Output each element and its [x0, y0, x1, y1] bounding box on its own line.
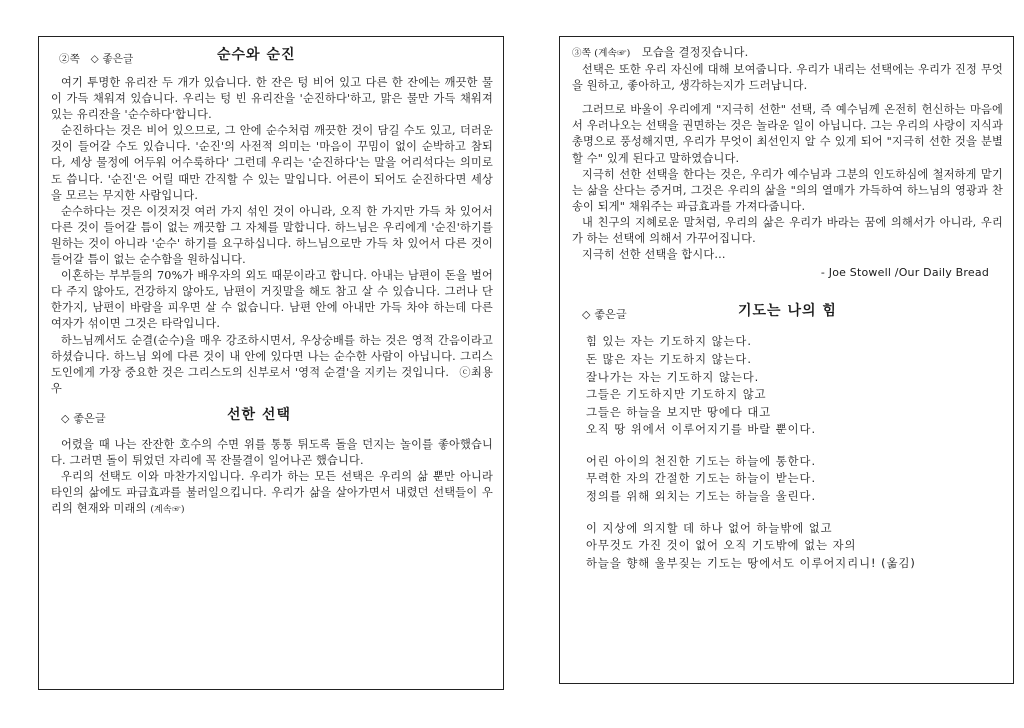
right-page — [512, 0, 1024, 728]
poem-stanza-2 — [572, 453, 1003, 506]
article-title-good-choice: 선한 선택 — [227, 406, 291, 423]
page-number-2 — [59, 51, 134, 67]
poem-line: 이 지상에 의지할 데 하나 없어 하늘밖에 없고 — [586, 521, 833, 535]
paragraph-text: 하느님께서도 순결(순수)을 매우 강조하시면서, 우상숭배를 하는 것은 영적 간음이라고 하셨습니다. 하느님 외에 다른 것이 내 안에 있다면 나는 순수한 사람이 아닙니다. 그리스도인에게 가장 중요한 것은 그리스도의 신부로서 '영적 순결'을 지키는 것입니다. — [51, 333, 493, 379]
paragraph: 지극히 선한 선택을 한다는 것은, 우리가 예수님과 그분의 인도하심에 철저하게 맡기는 삶을 산다는 증거며, 그것은 우리의 삶을 "의의 열매가 가득하여 하느님의 영광과 찬송이 되게" 채워주는 파급효과를 가져다줍니다. — [572, 167, 1003, 213]
paragraph — [51, 333, 493, 397]
poem-line: 어린 아이의 천진한 기도는 하늘에 통한다. — [586, 454, 817, 468]
paragraph: 선택은 또한 우리 자신에 대해 보여줍니다. 우리가 내리는 선택에는 우리가 진정 무엇을 원하고, 좋아하고, 생각하는지가 드러납니다. — [572, 63, 1003, 93]
right-page-frame — [559, 36, 1014, 684]
paragraph: 어렸을 때 나는 잔잔한 호수의 수면 위를 통통 튀도록 돌을 던지는 놀이를 좋아했습니다. 그러면 돌이 튀었던 자리에 꼭 잔물결이 일어나곤 했습니다. — [51, 437, 493, 467]
poem-last-line — [586, 555, 1003, 573]
paragraph — [51, 469, 493, 518]
paragraph-text: 모습을 결정짓습니다. — [641, 46, 749, 59]
article-title-purity: 순수와 순진 — [217, 47, 296, 63]
source-attribution: - Joe Stowell /Our Daily Bread — [820, 266, 989, 280]
right-page-content — [572, 45, 1003, 572]
paragraph: 지극히 선한 선택을 합시다... — [582, 248, 726, 262]
section-heading-prayer — [572, 303, 1003, 325]
paragraph: 이혼하는 부부들의 70%가 배우자의 외도 때문이라고 합니다. 아내는 남편이 돈을 벌어다 주지 않아도, 건강하지 않아도, 남편이 거짓말을 해도 참고 살 수 있습니다. 그러나 단 한가지, 남편이 바람을 피우면 살 수 없습니다. 남편 안에 아내만 가득 차야 하는데 다른 여자가 섞이면 그것은 타락입니다. — [51, 269, 493, 331]
poem-line: 무력한 자의 간절한 기도는 하늘이 받는다. — [586, 472, 817, 486]
article-body-good-choice — [51, 437, 493, 518]
spacer — [572, 439, 1003, 453]
poem-line: 아무것도 가진 것이 없어 오직 기도밖에 없는 자의 — [586, 539, 857, 553]
poem-line: 돈 많은 자는 기도하지 않는다. — [586, 352, 752, 366]
article-title-prayer: 기도는 나의 힘 — [738, 303, 837, 320]
spacer — [572, 94, 1003, 102]
poem-line: 오직 땅 위에서 이루어지기를 바랄 뿐이다. — [586, 423, 817, 437]
continued-marker: (계속☞) — [150, 505, 185, 516]
article-body-purity — [51, 75, 493, 397]
poem-line: 잘나가는 자는 기도하지 않는다. — [586, 370, 760, 384]
section-mark: ◇ 좋은글 — [90, 53, 134, 65]
left-page-frame — [38, 36, 504, 690]
spacer — [572, 506, 1003, 520]
paragraph: 내 친구의 지혜로운 말처럼, 우리의 삶은 우리가 바라는 꿈에 의해서가 아니라, 우리가 하는 선택에 의해서 가꾸어집니다. — [572, 215, 1003, 246]
poem-line: 하늘을 향해 울부짖는 기도는 땅에서도 이루어지리니! — [586, 556, 877, 570]
paragraph-text: 우리의 선택도 이와 마찬가지입니다. 우리가 하는 모든 선택은 우리의 삶 뿐만 아니라 타인의 삶에도 파급효과를 불러일으킵니다. 우리가 삶을 살아가면서 내렸던 선택들이 우리의 현재와 미래의 — [51, 470, 493, 516]
paragraph: 순진하다는 것은 비어 있으므로, 그 안에 순수처럼 깨끗한 것이 담길 수도 있고, 더러운 것이 들어갈 수도 있습니다. '순진'의 사전적 의미는 '마음이 꾸밈이 없이 순박하고 참되다, 세상 물정에 어두워 어수룩하다' 그런데 우리는 '순진하다'는 말을 어리석다는 의미로도 씁니다. '순진'은 어릴 때만 간직할 수 있는 말입니다. 어른이 되어도 순진하다면 세상을 모르는 무지한 사람입니다. — [51, 124, 493, 202]
left-page-header — [51, 47, 493, 69]
poem-stanza-3 — [572, 520, 1003, 573]
paragraph: 그러므로 바울이 우리에게 "지극히 선한" 선택, 즉 예수님께 온전히 헌신하는 마음에서 우러나오는 선택을 권면하는 것은 놀라운 일이 아닙니다. 그는 우리의 사랑이 지식과 총명으로 풍성해지면, 우리가 무엇이 최선인지 알 수 있게 되어 "지극히 선한 것을 분별할 수" 있게 된다고 말하였습니다. — [572, 103, 1003, 165]
paragraph: 순수하다는 것은 이것저것 여러 가지 섞인 것이 아니라, 오직 한 가지만 가득 차 있어서 다른 것이 들어갈 틈이 없는 깨끗함 그 자체를 말합니다. 하느님은 우리에게 '순진'하기를 원하는 것이 아니라 '순수' 하기를 요구하십니다. 하느님으로만 가득 차 있어서 다른 것이 들어갈 틈이 없는 순수함을 원하십니다. — [51, 204, 493, 267]
poem-line: 그들은 기도하지만 기도하지 않고 — [586, 388, 767, 402]
paragraph: 여기 투명한 유리잔 두 개가 있습니다. 한 잔은 텅 비어 있고 다른 한 잔에는 깨끗한 물이 가득 채워져 있습니다. 우리는 텅 빈 유리잔을 '순진하다'하고, 맑은 물만 가득 채워져 있는 유리잔을 '순수하다'합니다. — [51, 76, 493, 122]
poem-credit: (옮김) — [881, 556, 916, 570]
poem-stanza-1 — [572, 333, 1003, 439]
poem-line: 정의를 위해 외치는 기도는 하늘을 울린다. — [586, 490, 817, 504]
page-number-3: ③쪽 (계속☞) — [572, 48, 631, 59]
poem-line: 힘 있는 자는 기도하지 않는다. — [586, 335, 752, 349]
section-heading-good-choice — [51, 407, 493, 429]
author-signature: ⓒ최용우 — [51, 365, 493, 395]
section-mark: ◇ 좋은글 — [61, 411, 106, 425]
left-page-content — [51, 47, 493, 518]
continued-first-line — [572, 45, 1003, 62]
section-mark: ◇ 좋은글 — [582, 308, 627, 322]
poem-line: 그들은 하늘을 보지만 땅에다 대고 — [586, 405, 772, 419]
page-mark-text: ②쪽 — [59, 53, 81, 65]
